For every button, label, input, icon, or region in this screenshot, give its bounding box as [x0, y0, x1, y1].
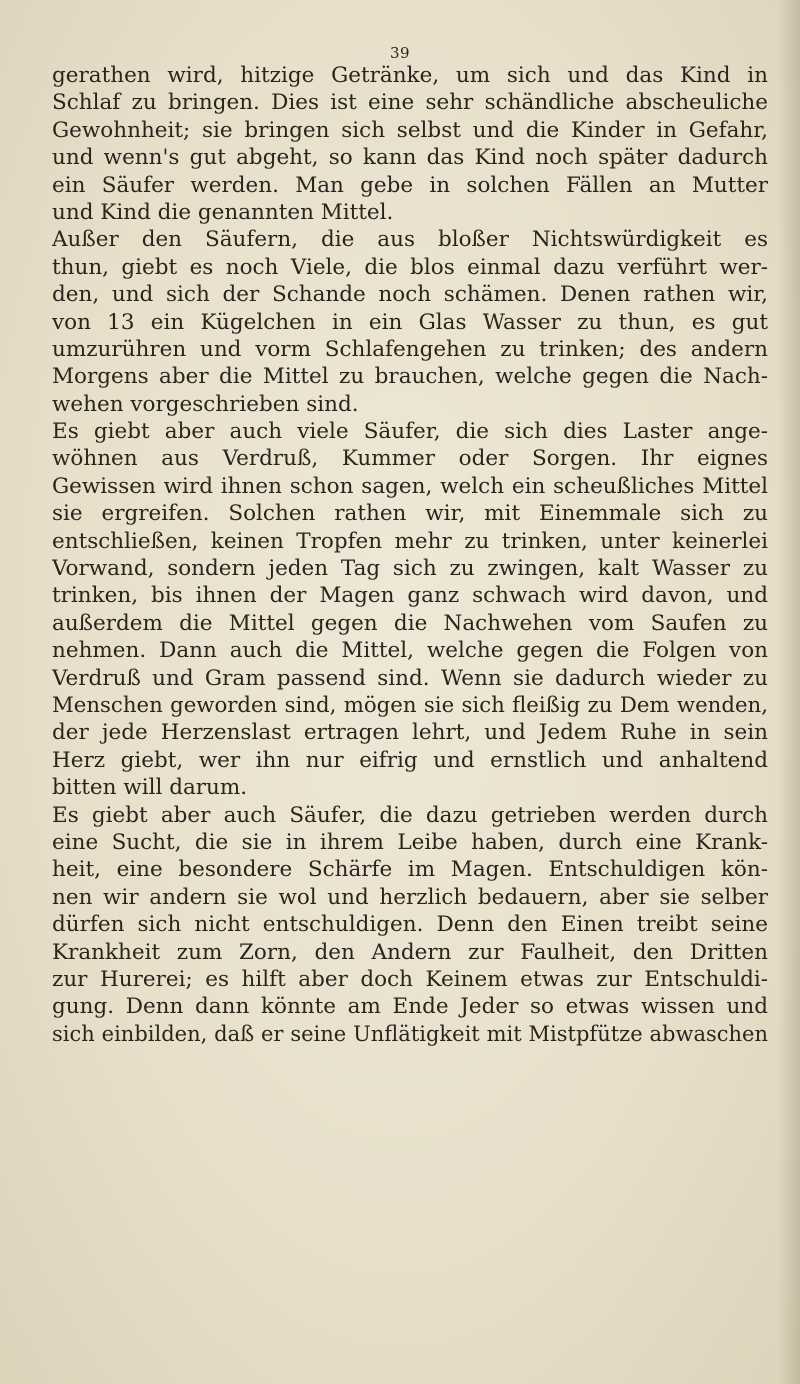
text-line: Es giebt aber auch viele Säufer, die sich dies Laster ange- — [52, 419, 768, 445]
page-edge-shadow — [778, 0, 800, 1384]
text-line: heit, eine besondere Schärfe im Magen. Entschuldigen kön- — [52, 857, 768, 883]
text-line: sie ergreifen. Solchen rathen wir, mit Einemmale sich zu — [52, 501, 768, 527]
text-line: Morgens aber die Mittel zu brauchen, welche gegen die Nach- — [52, 364, 768, 390]
text-line: außerdem die Mittel gegen die Nachwehen vom Saufen zu — [52, 610, 768, 636]
text-line: bitten will darum. — [52, 775, 248, 801]
body-text — [52, 62, 768, 1048]
text-line: entschließen, keinen Tropfen mehr zu trinken, unter keinerlei — [52, 528, 768, 554]
text-line: von 13 ein Kügelchen in ein Glas Wasser zu thun, es gut — [52, 309, 768, 335]
text-line: und Kind die genannten Mittel. — [52, 199, 394, 225]
text-line: zur Hurerei; es hilft aber doch Keinem etwas zur Entschuldi- — [52, 966, 768, 992]
text-line: den, und sich der Schande noch schämen. Denen rathen wir, — [52, 282, 768, 308]
text-line: Vorwand, sondern jeden Tag sich zu zwingen, kalt Wasser zu — [52, 556, 768, 582]
text-line: Schlaf zu bringen. Dies ist eine sehr schändliche abscheuliche — [52, 90, 768, 116]
text-line: trinken, bis ihnen der Magen ganz schwach wird davon, und — [52, 583, 768, 609]
text-line: ein Säufer werden. Man gebe in solchen Fällen an Mutter — [52, 172, 768, 198]
text-line: nehmen. Dann auch die Mittel, welche gegen die Folgen von — [52, 638, 768, 664]
text-line: gung. Denn dann könnte am Ende Jeder so etwas wissen und — [52, 994, 768, 1020]
text-line: dürfen sich nicht entschuldigen. Denn den Einen treibt seine — [52, 912, 768, 938]
text-line: Verdruß und Gram passend sind. Wenn sie dadurch wieder zu — [52, 665, 768, 691]
text-line: Gewohnheit; sie bringen sich selbst und die Kinder in Gefahr, — [52, 117, 768, 143]
text-line: Gewissen wird ihnen schon sagen, welch ein scheußliches Mittel — [52, 473, 768, 499]
text-line: thun, giebt es noch Viele, die blos einmal dazu verführt wer- — [52, 254, 768, 280]
text-line: Außer den Säufern, die aus bloßer Nichtswürdigkeit es — [52, 227, 768, 253]
text-line: umzurühren und vorm Schlafengehen zu trinken; des andern — [52, 336, 768, 362]
text-line: Es giebt aber auch Säufer, die dazu getrieben werden durch — [52, 802, 768, 828]
text-line: Krankheit zum Zorn, den Andern zur Faulheit, den Dritten — [52, 939, 768, 965]
text-line: wehen vorgeschrieben sind. — [52, 391, 359, 417]
text-line: Menschen geworden sind, mögen sie sich fleißig zu Dem wenden, — [52, 692, 768, 718]
text-line: eine Sucht, die sie in ihrem Leibe haben, durch eine Krank- — [52, 829, 768, 855]
text-line: nen wir andern sie wol und herzlich bedauern, aber sie selber — [52, 884, 768, 910]
text-line: Herz giebt, wer ihn nur eifrig und ernstlich und anhaltend — [52, 747, 768, 773]
text-line: gerathen wird, hitzige Getränke, um sich und das Kind in — [52, 63, 768, 88]
page-number: 39 — [389, 44, 411, 62]
text-line: der jede Herzenslast ertragen lehrt, und Jedem Ruhe in sein — [52, 720, 768, 746]
text-line: wöhnen aus Verdruß, Kummer oder Sorgen. Ihr eignes — [52, 446, 768, 472]
text-line: sich einbilden, daß er seine Unflätigkeit mit Mistpfütze abwaschen — [52, 1021, 768, 1046]
text-line: und wenn's gut abgeht, so kann das Kind noch später dadurch — [52, 145, 768, 171]
